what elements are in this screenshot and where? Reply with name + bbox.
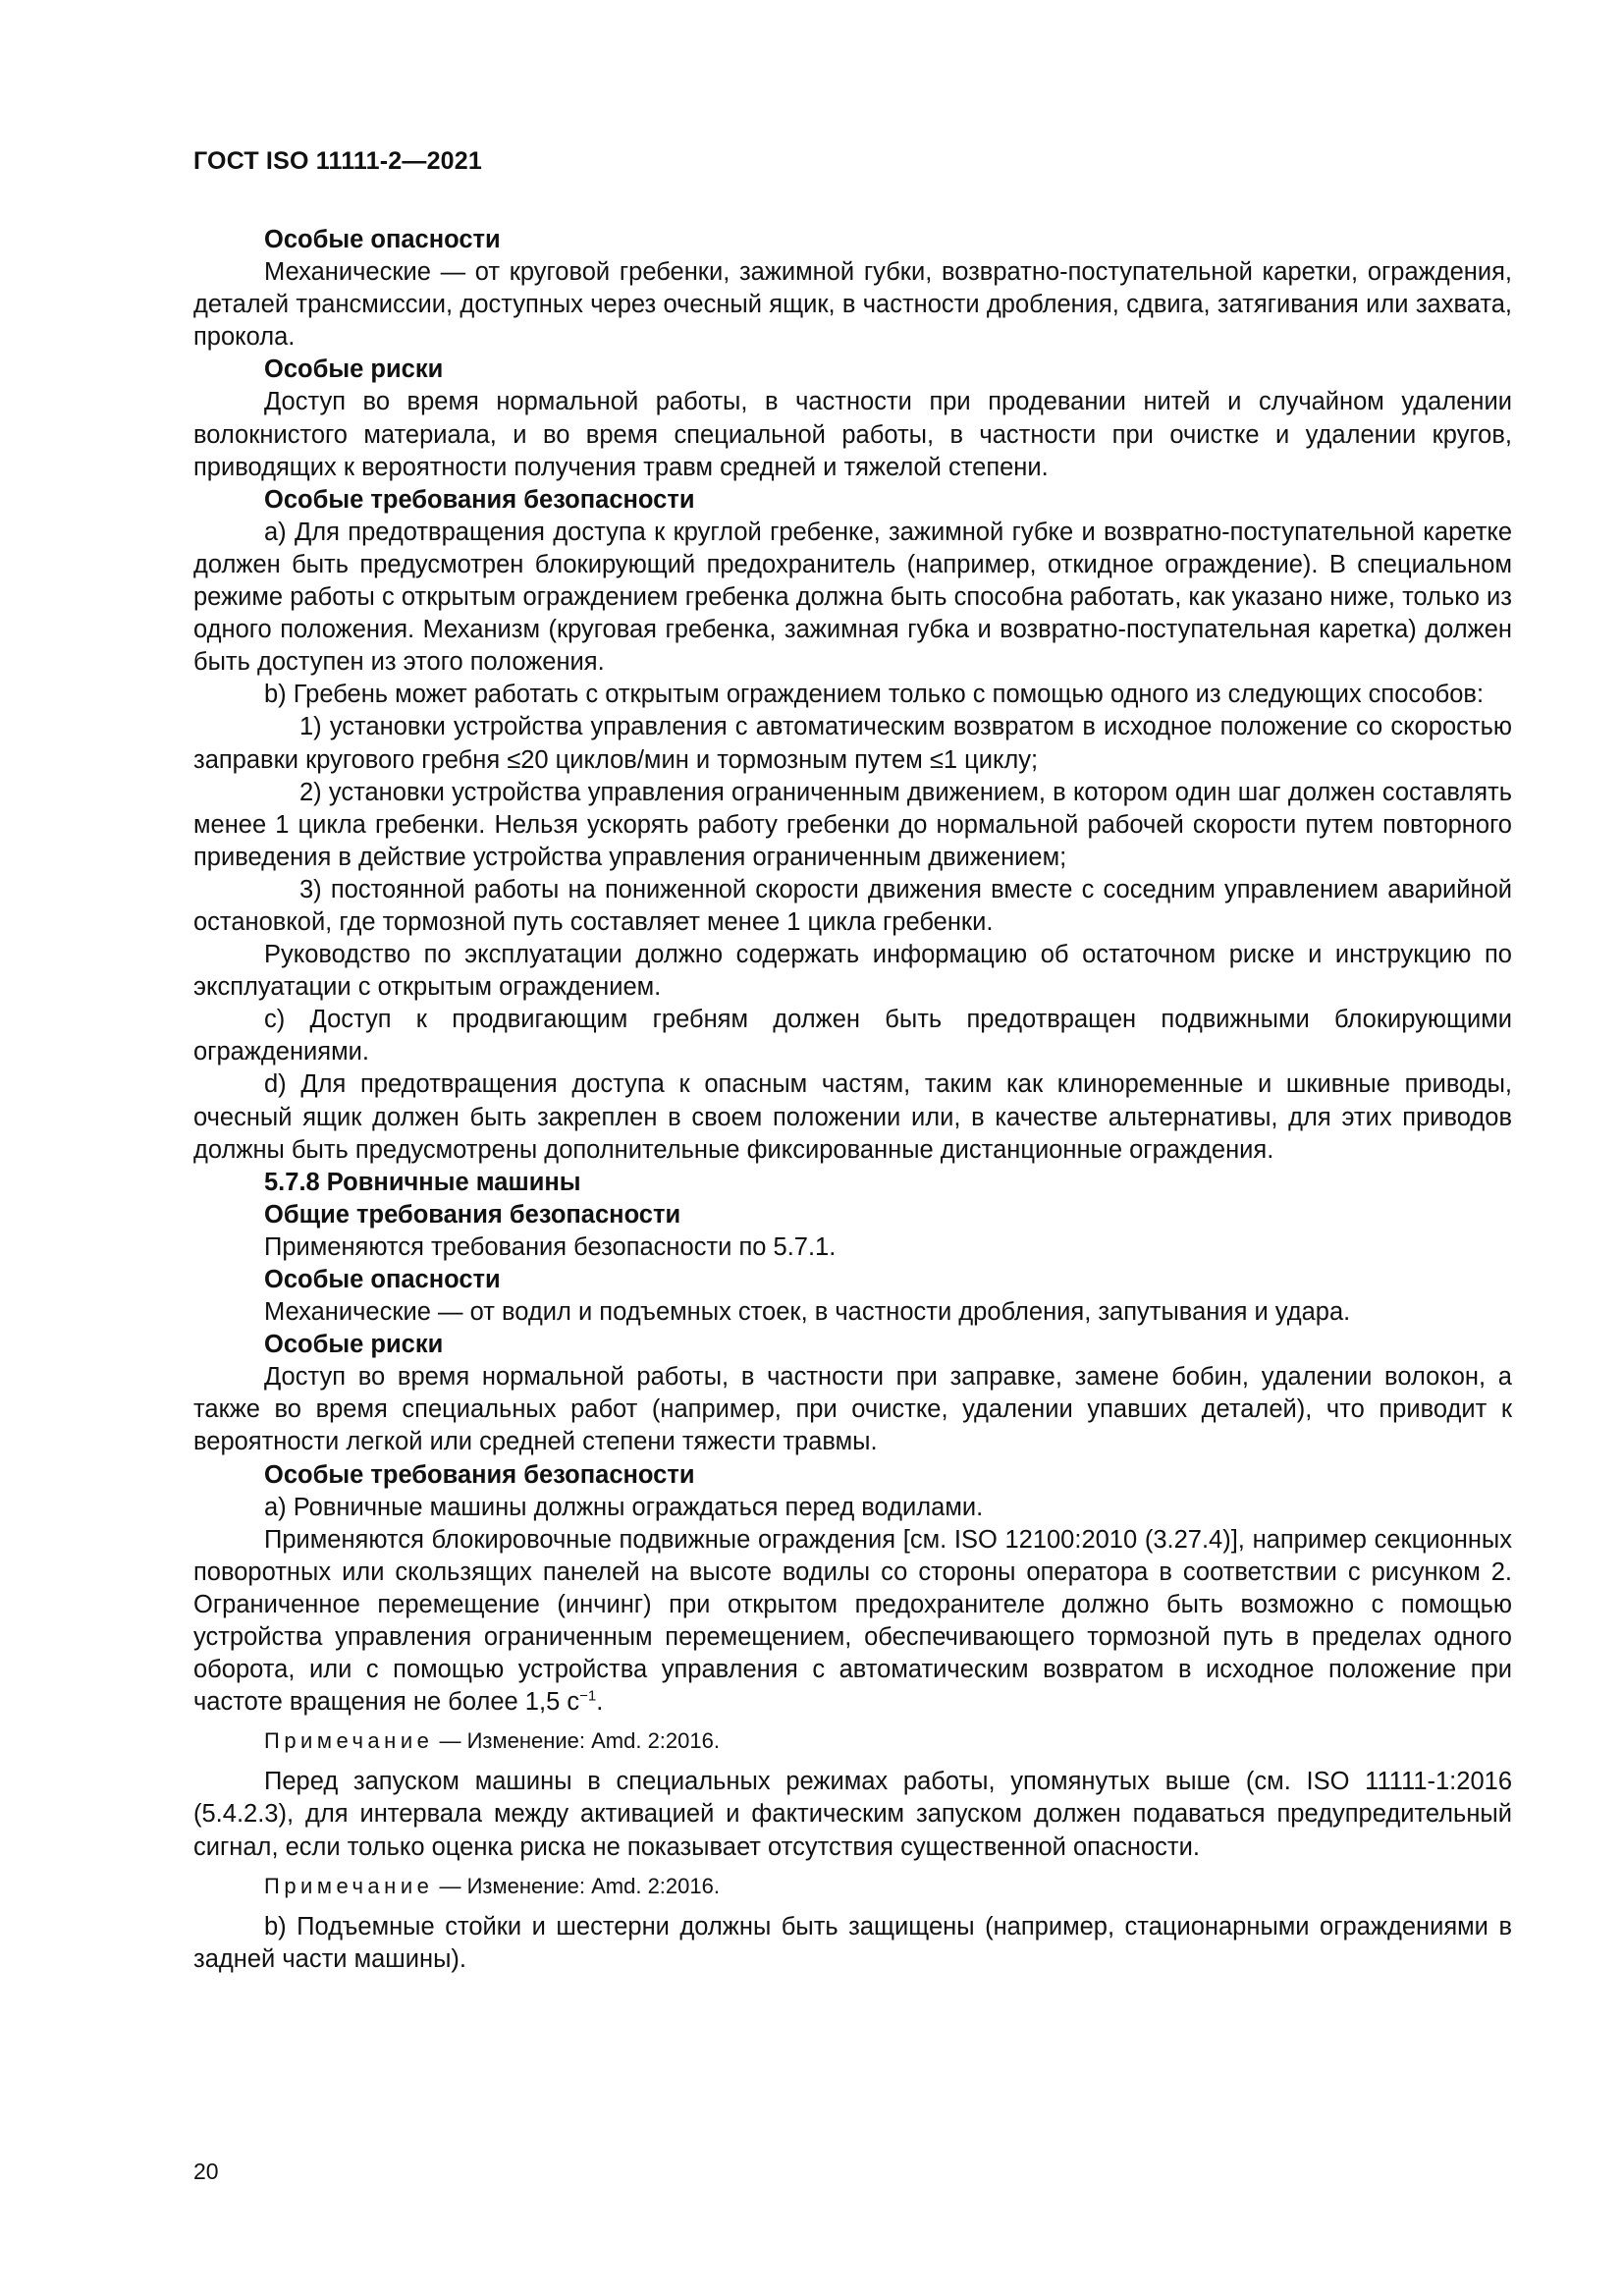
heading-safety-requirements-2: Особые требования безопасности xyxy=(264,1460,695,1489)
list-item-c: c) Доступ к продвигающим гребням должен быть предотвращен подвижными блокирующими ограждениями. xyxy=(193,1006,1512,1066)
paragraph xyxy=(193,1524,1512,1720)
note-text: — Изменение: Amd. 2:2016. xyxy=(433,1873,720,1898)
page-number: 20 xyxy=(193,2159,219,2184)
note-text: — Изменение: Amd. 2:2016. xyxy=(433,1728,720,1754)
heading-special-hazards: Особые опасности xyxy=(264,226,501,253)
paragraph: Механические — от круговой гребенки, зажимной губки, возвратно-поступательной каретки, ограждения, деталей трансмиссии, доступных через очесный ящик, в частности дробления, сдвига, затягивания или захвата, прокола. xyxy=(193,258,1512,352)
heading-general-safety-requirements: Общие требования безопасности xyxy=(264,1200,681,1229)
paragraph: Доступ во время нормальной работы, в частности при заправке, замене бобин, удалении волокон, а также во время специальных работ (например, при очистке, удалении упавших деталей), что приводит к вероятности легкой или средней степени тяжести травмы. xyxy=(193,1363,1512,1456)
paragraph-end: . xyxy=(596,1688,604,1717)
paragraph-text: Применяются блокировочные подвижные ограждения [см. ISO 12100:2010 (3.27.4)], например секционных поворотных или скользящих панелей на высоте водилы со стороны оператора в соответствии с рисунком 2. Ограниченное перемещение (инчинг) при открытом предохранителе должно быть возможно с помощью устройства управления ограниченным перемещением, обеспечивающего тормозной путь в пределах одного оборота, или с помощью устройства управления с автоматическим возвратом в исходное положение при частоте вращения не более 1,5 с xyxy=(193,1525,1512,1717)
note-label: Примечание xyxy=(264,1728,434,1754)
document-code-header: ГОСТ ISO 11111-2—2021 xyxy=(193,147,482,175)
paragraph: Применяются требования безопасности по 5.7.1. xyxy=(264,1232,837,1261)
heading-special-hazards-2: Особые опасности xyxy=(264,1266,501,1293)
heading-safety-requirements: Особые требования безопасности xyxy=(264,485,695,514)
paragraph: Руководство по эксплуатации должно содержать информацию об остаточном риске и инструкцию по эксплуатации с открытым ограждением. xyxy=(193,941,1512,1002)
list-item-d: d) Для предотвращения доступа к опасным частям, таким как клиноременные и шкивные приводы, очесный ящик должен быть закреплен в своем положении или, в качестве альтернативы, для этих приводов должны быть предусмотрены дополнительные фиксированные дистанционные ограждения. xyxy=(193,1070,1512,1164)
note xyxy=(193,1872,1512,1901)
paragraph: Механические — от водил и подъемных стоек, в частности дробления, запутывания и удара. xyxy=(264,1298,1351,1327)
note xyxy=(193,1726,1512,1756)
page-body xyxy=(193,224,1512,1976)
paragraph: Доступ во время нормальной работы, в частности при продевании нитей и случайном удалении волокнистого материала, и во время специальной работы, в частности при очистке и удалении кругов, приводящих к вероятности получения травм средней и тяжелой степени. xyxy=(193,388,1512,481)
section-heading-5-7-8: 5.7.8 Ровничные машины xyxy=(264,1168,581,1196)
heading-special-risks-2: Особые риски xyxy=(264,1331,444,1359)
superscript: −1 xyxy=(579,1687,597,1705)
list-item-a-2: a) Ровничные машины должны ограждаться перед водилами. xyxy=(264,1493,984,1521)
note-label: Примечание xyxy=(264,1873,434,1898)
list-item-b-2: b) Подъемные стойки и шестерни должны быть защищены (например, стационарными ограждениями в задней части машины). xyxy=(193,1912,1512,1973)
sub-item-1: 1) установки устройства управления с автоматическим возвратом в исходное положение со скоростью заправки кругового гребня ≤20 циклов/мин и тормозным путем ≤1 циклу; xyxy=(193,713,1512,774)
sub-item-3: 3) постоянной работы на пониженной скорости движения вместе с соседним управлением аварийной остановкой, где тормозной путь составляет менее 1 цикла гребенки. xyxy=(193,875,1512,936)
heading-special-risks: Особые риски xyxy=(264,355,444,384)
sub-item-2: 2) установки устройства управления ограниченным движением, в котором один шаг должен составлять менее 1 цикла гребенки. Нельзя ускорять работу гребенки до нормальной рабочей скорости путем повторного приведения в действие устройства управления ограниченным движением; xyxy=(193,778,1512,871)
list-item-b: b) Гребень может работать с открытым ограждением только с помощью одного из следующих способов: xyxy=(264,681,1485,709)
list-item-a: a) Для предотвращения доступа к круглой гребенке, зажимной губке и возвратно-поступательной каретке должен быть предусмотрен блокирующий предохранитель (например, откидное ограждение). В специальном режиме работы с открытым ограждением гребенка должна быть способна работать, как указано ниже, только из одного положения. Механизм (круговая гребенка, зажимная губка и возвратно-поступательная каретка) должен быть доступен из этого положения. xyxy=(193,518,1512,677)
paragraph: Перед запуском машины в специальных режимах работы, упомянутых выше (см. ISO 11111-1:2016 (5.4.2.3), для интервала между активацией и фактическим запуском должен подаваться предупредительный сигнал, если только оценка риска не показывает отсутствия существенной опасности. xyxy=(193,1768,1512,1861)
